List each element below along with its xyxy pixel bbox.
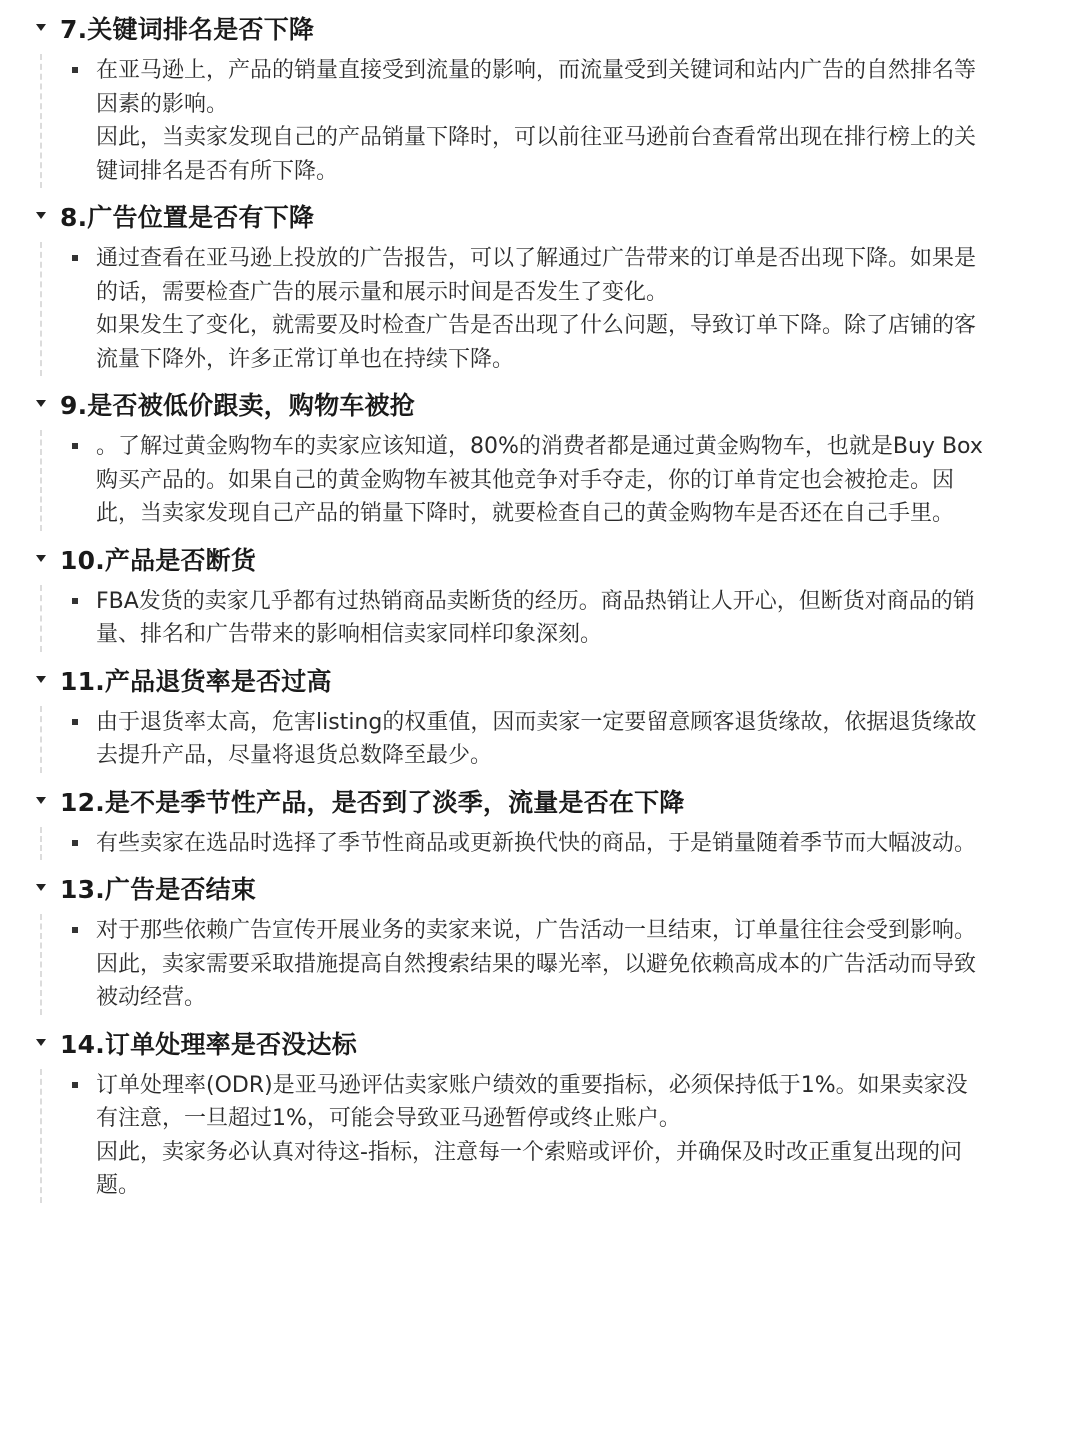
paragraph: 。了解过黄金购物车的卖家应该知道，80%的消费者都是通过黄金购物车，也就是Buy Box购买产品的。如果自己的黄金购物车被其他竞争对手夺走，你的订单肯定也会被抢走。因此，当卖家发现自己产品的销量下降时，就要检查自己的黄金购物车是否还在自己手里。: [96, 434, 983, 526]
section-header[interactable]: [32, 10, 1080, 46]
section-header[interactable]: [32, 198, 1080, 234]
collapse-triangle-icon[interactable]: [32, 207, 50, 225]
section-body: [40, 585, 1080, 652]
outline-section: [0, 662, 1080, 773]
section-title: 7.关键词排名是否下降: [60, 15, 315, 44]
collapse-triangle-icon[interactable]: [32, 1034, 50, 1052]
section-header[interactable]: [32, 1025, 1080, 1061]
paragraph: 因此，当卖家发现自己的产品销量下降时，可以前往亚马逊前台查看常出现在排行榜上的关键词排名是否有所下降。: [96, 125, 977, 184]
section-header[interactable]: [32, 783, 1080, 819]
bullet-square-icon: [72, 927, 78, 933]
section-body: [40, 914, 1080, 1015]
section-title: 9.是否被低价跟卖，购物车被抢: [60, 391, 415, 420]
paragraph: 在亚马逊上，产品的销量直接受到流量的影响，而流量受到关键词和站内广告的自然排名等因素的影响。: [96, 58, 977, 117]
list-item: [70, 430, 1080, 531]
section-title: 12.是不是季节性产品，是否到了淡季，流量是否在下降: [60, 787, 685, 817]
section-title: 8.广告位置是否有下降: [60, 203, 315, 232]
section-header[interactable]: [32, 870, 1080, 906]
section-body: [40, 54, 1080, 188]
collapse-triangle-icon[interactable]: [32, 671, 50, 689]
section-body: [40, 430, 1080, 531]
outline-section: [0, 0, 1080, 188]
paragraph: 因此，卖家务必认真对待这-指标，注意每一个索赔或评价，并确保及时改正重复出现的问题。: [96, 1139, 962, 1198]
list-item: [70, 242, 1080, 376]
section-title: 10.产品是否断货: [60, 545, 257, 575]
paragraph: 如果发生了变化，就需要及时检查广告是否出现了什么问题，导致订单下降。除了店铺的客流量下降外，许多正常订单也在持续下降。: [96, 313, 977, 372]
list-item: [70, 54, 1080, 188]
paragraph: 通过查看在亚马逊上投放的广告报告，可以了解通过广告带来的订单是否出现下降。如果是的话，需要检查广告的展示量和展示时间是否发生了变化。: [96, 246, 977, 305]
paragraph: 有些卖家在选品时选择了季节性商品或更新换代快的商品，于是销量随着季节而大幅波动。: [96, 830, 977, 856]
outline-section: [0, 1025, 1080, 1203]
section-header[interactable]: [32, 541, 1080, 577]
bullet-square-icon: [72, 255, 78, 261]
outline-section: [0, 386, 1080, 531]
bullet-square-icon: [72, 443, 78, 449]
bullet-square-icon: [72, 719, 78, 725]
paragraph: FBA发货的卖家几乎都有过热销商品卖断货的经历。商品热销让人开心，但断货对商品的销量、排名和广告带来的影响相信卖家同样印象深刻。: [96, 588, 975, 647]
section-header[interactable]: [32, 662, 1080, 698]
outline-section: [0, 783, 1080, 861]
bullet-square-icon: [72, 67, 78, 73]
section-header[interactable]: [32, 386, 1080, 422]
paragraph: 对于那些依赖广告宣传开展业务的卖家来说，广告活动一旦结束，订单量往往会受到影响。因此，卖家需要采取措施提高自然搜索结果的曝光率，以避免依赖高成本的广告活动而导致被动经营。: [96, 918, 977, 1010]
section-body: [40, 242, 1080, 376]
section-title: 14.订单处理率是否没达标: [60, 1029, 357, 1059]
bullet-square-icon: [72, 598, 78, 604]
collapse-triangle-icon[interactable]: [32, 792, 50, 810]
list-item: [70, 1069, 1080, 1203]
paragraph: 由于退货率太高，危害listing的权重值，因而卖家一定要留意顾客退货缘故，依据退货缘故去提升产品，尽量将退货总数降至最少。: [96, 709, 977, 768]
list-item: [70, 827, 1080, 861]
section-title: 13.广告是否结束: [60, 875, 257, 904]
list-item: [70, 585, 1080, 652]
collapse-triangle-icon[interactable]: [32, 550, 50, 568]
section-title: 11.产品退货率是否过高: [60, 666, 332, 696]
collapse-triangle-icon[interactable]: [32, 395, 50, 413]
bullet-square-icon: [72, 840, 78, 846]
section-body: [40, 1069, 1080, 1203]
section-body: [40, 706, 1080, 773]
bullet-square-icon: [72, 1082, 78, 1088]
section-body: [40, 827, 1080, 861]
outline-section: [0, 198, 1080, 376]
collapse-triangle-icon[interactable]: [32, 879, 50, 897]
outline-section: [0, 541, 1080, 652]
list-item: [70, 706, 1080, 773]
paragraph: 订单处理率(ODR)是亚马逊评估卖家账户绩效的重要指标，必须保持低于1%。如果卖家没有注意，一旦超过1%，可能会导致亚马逊暂停或终止账户。: [96, 1072, 968, 1131]
outline-section: [0, 870, 1080, 1015]
collapse-triangle-icon[interactable]: [32, 19, 50, 37]
list-item: [70, 914, 1080, 1015]
